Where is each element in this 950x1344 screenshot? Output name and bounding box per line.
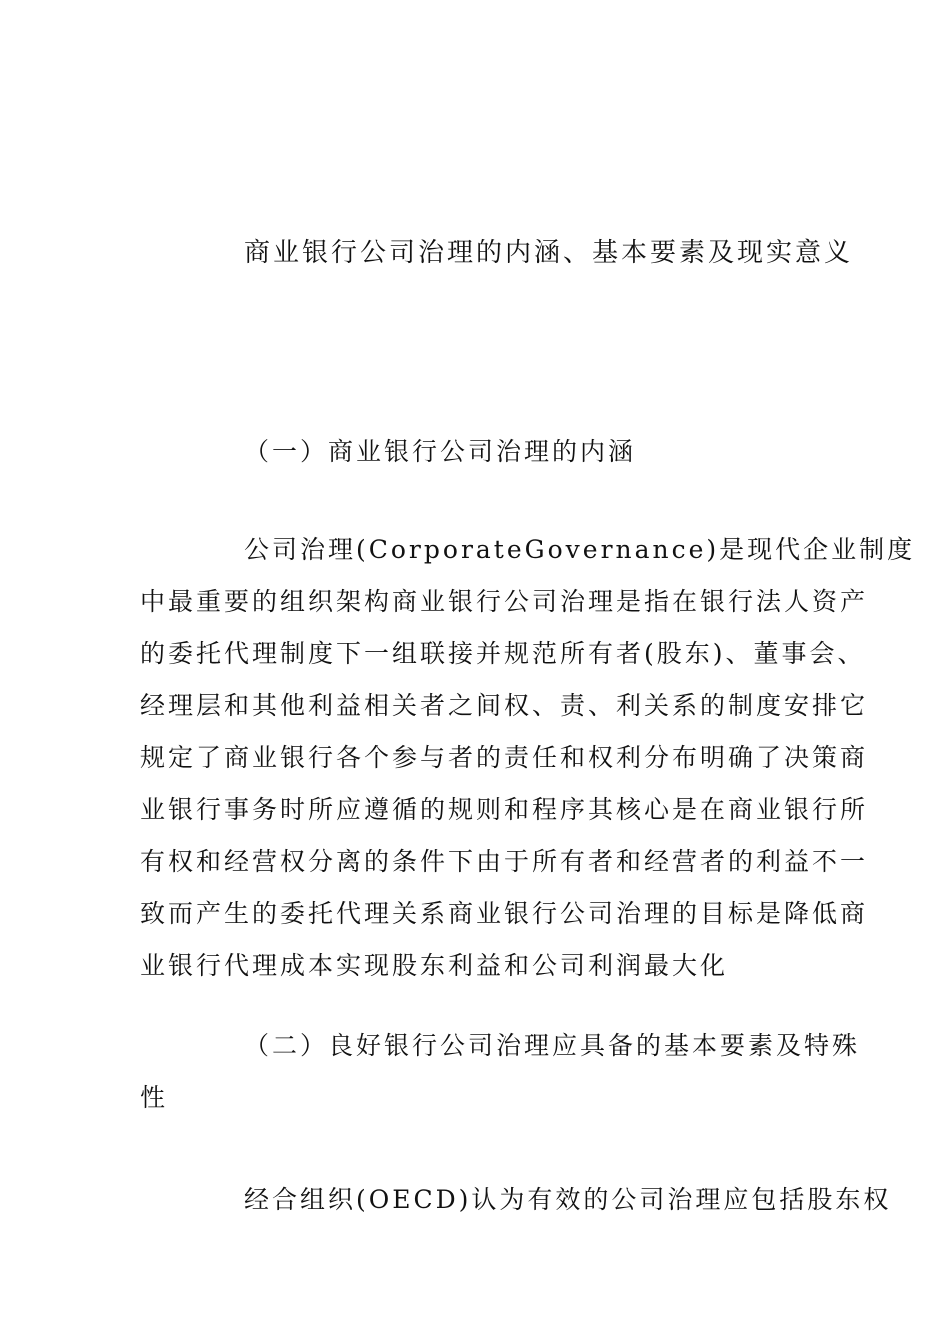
section-heading-2: [140, 1020, 861, 1124]
section-1-paragraph: [140, 524, 916, 992]
paragraph-line: 业银行代理成本实现股东利益和公司利润最大化: [140, 951, 729, 980]
paragraph-line: 经理层和其他利益相关者之间权、责、利关系的制度安排它: [140, 691, 869, 720]
section-heading-1: （一）商业银行公司治理的内涵: [244, 437, 637, 466]
paragraph-line: 中最重要的组织架构商业银行公司治理是指在银行法人资产: [140, 587, 869, 616]
paragraph-line: 有权和经营权分离的条件下由于所有者和经营者的利益不一: [140, 847, 869, 876]
heading-line: （二）良好银行公司治理应具备的基本要素及特殊: [244, 1031, 861, 1060]
document-title: 商业银行公司治理的内涵、基本要素及现实意义: [244, 238, 854, 268]
paragraph-line: 致而产生的委托代理关系商业银行公司治理的目标是降低商: [140, 899, 869, 928]
heading-line: 性: [140, 1083, 169, 1112]
paragraph-line: 业银行事务时所应遵循的规则和程序其核心是在商业银行所: [140, 795, 869, 824]
paragraph-line: 经合组织(OECD)认为有效的公司治理应包括股东权: [244, 1185, 892, 1214]
paragraph-line: 规定了商业银行各个参与者的责任和权利分布明确了决策商: [140, 743, 869, 772]
paragraph-line: 公司治理(CorporateGovernance)是现代企业制度: [244, 535, 916, 564]
section-2-paragraph: [140, 1174, 892, 1226]
paragraph-line: 的委托代理制度下一组联接并规范所有者(股东)、董事会、: [140, 639, 866, 668]
